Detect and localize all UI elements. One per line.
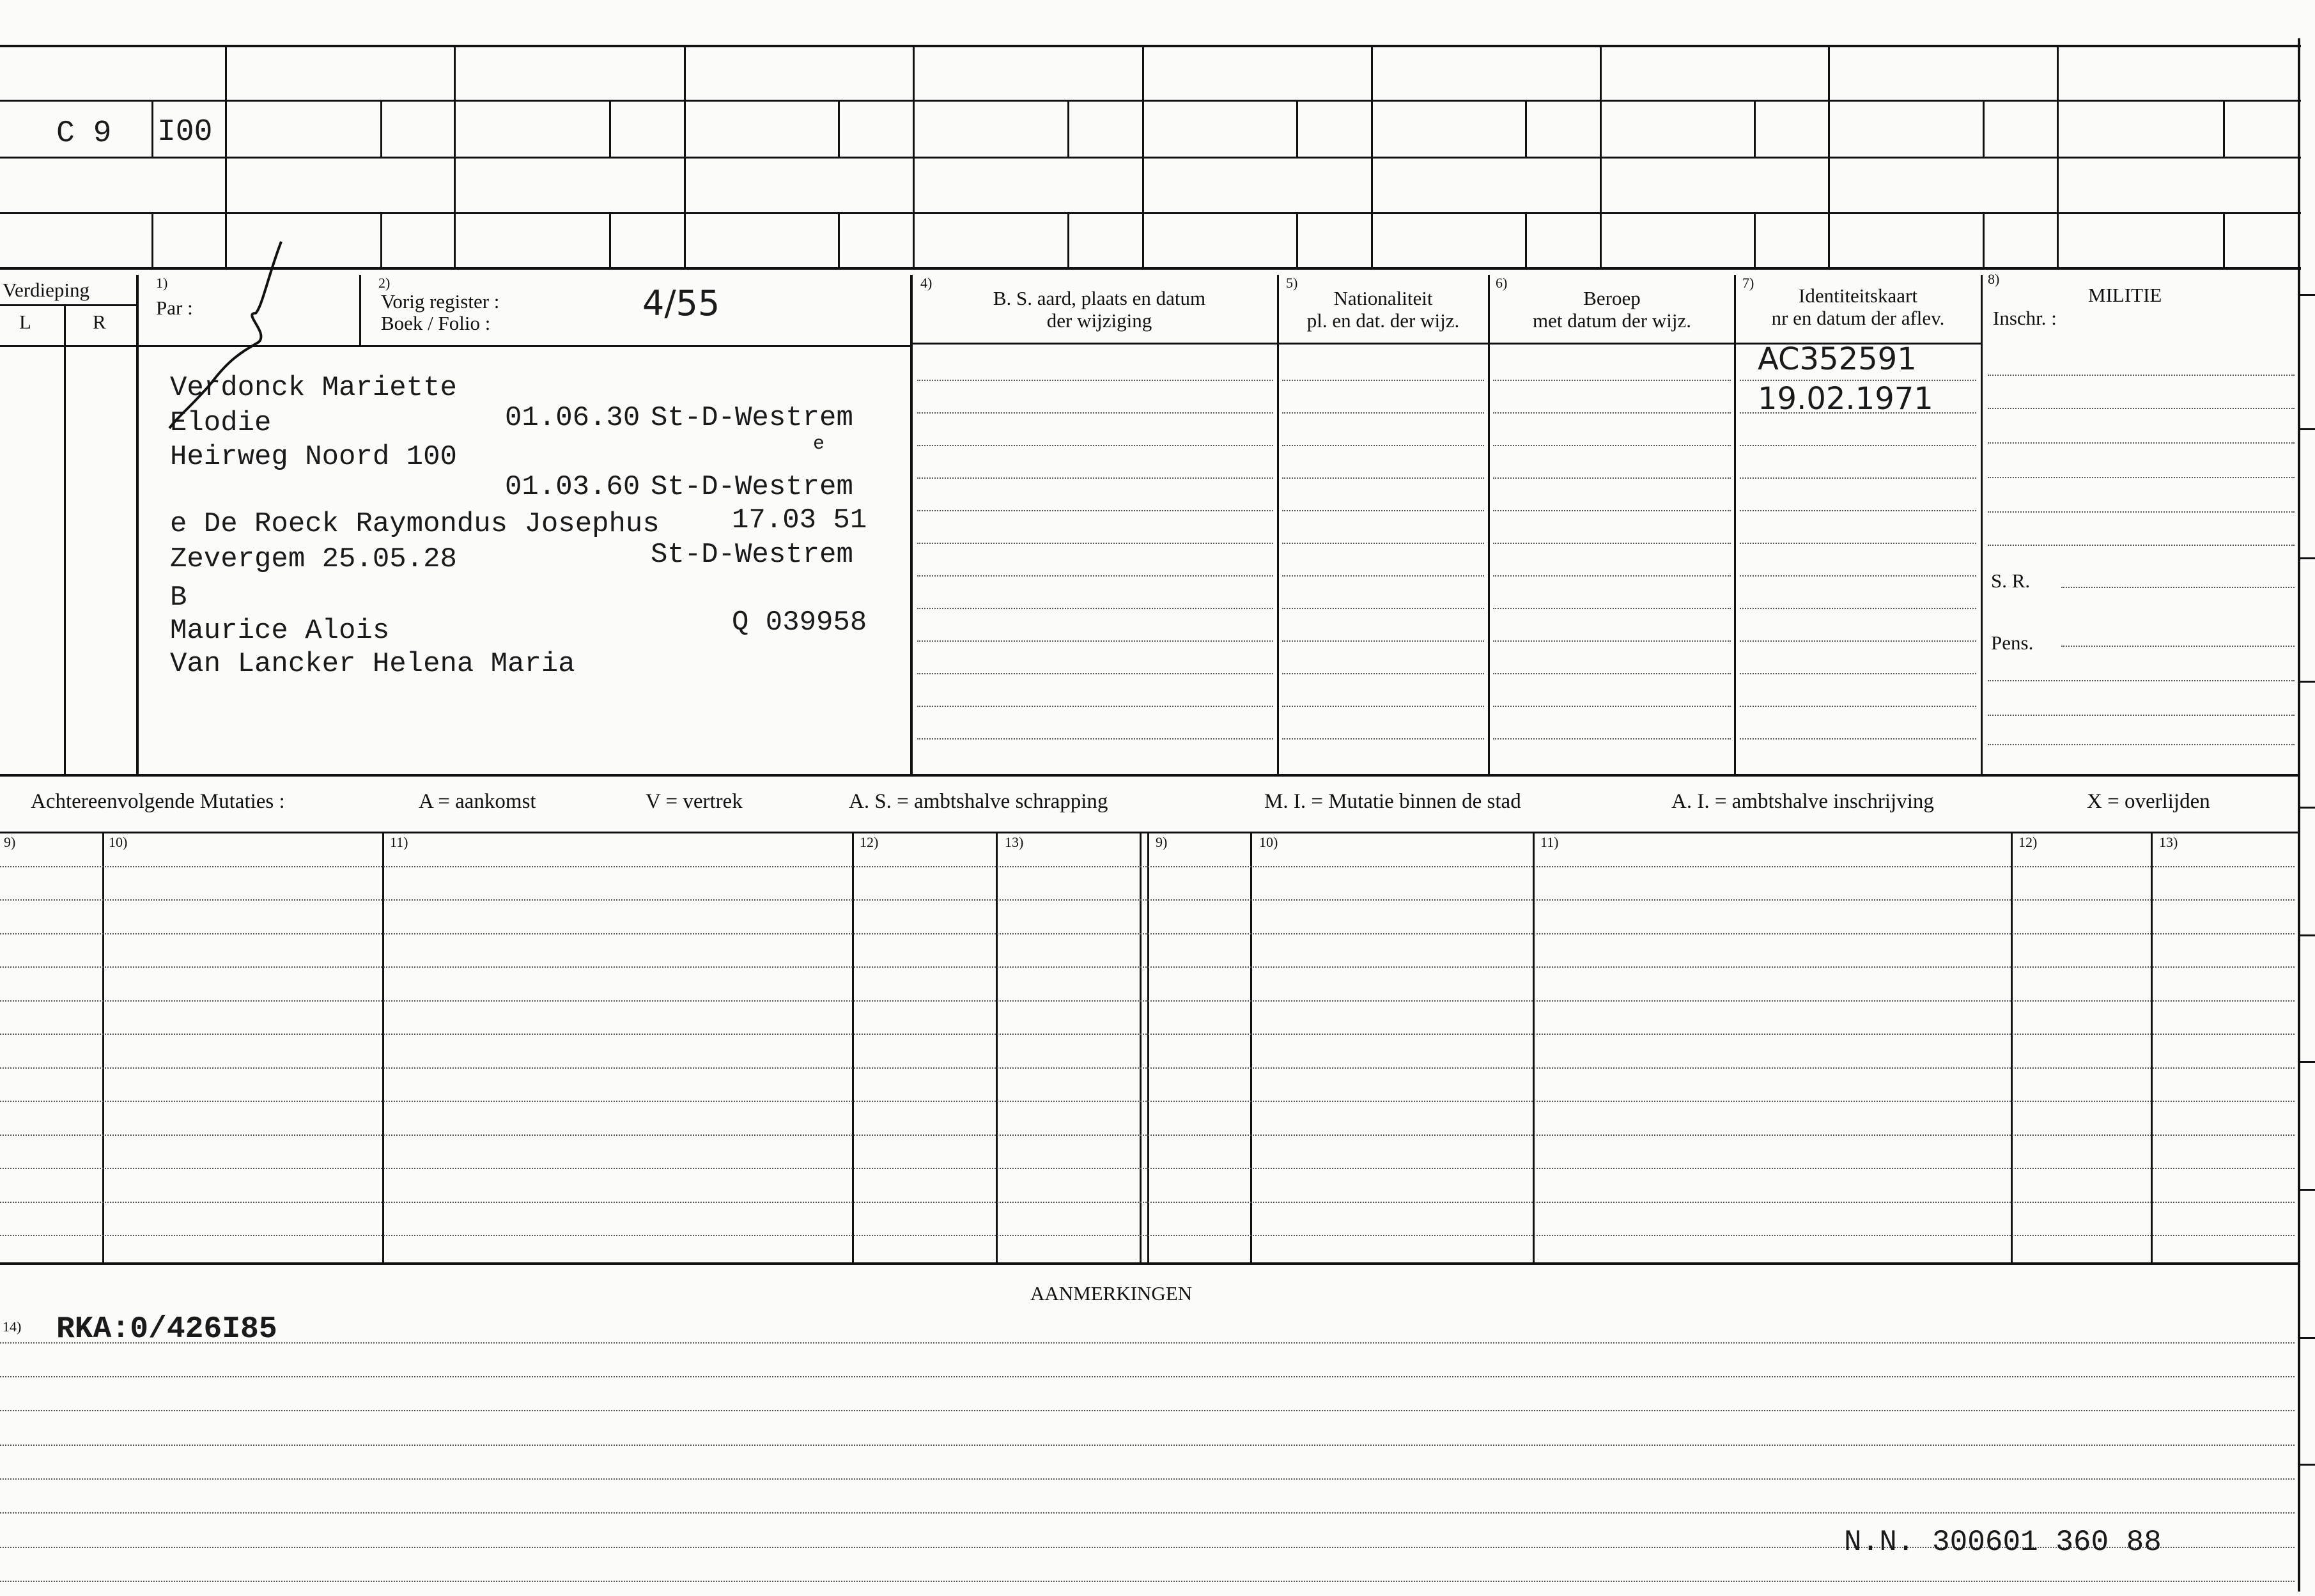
boek-folio-label: Boek / Folio : (381, 312, 491, 334)
mut-col-10: 10) (109, 834, 128, 850)
person-line: Elodie (170, 407, 272, 439)
mut-col-12: 12) (860, 834, 879, 850)
person-number: Q 039958 (732, 607, 867, 639)
col2-num: 2) (378, 275, 391, 291)
card-code: C 9 (56, 116, 112, 151)
birth-date: 01.06.30 (505, 402, 640, 434)
person-line: Maurice Alois (170, 615, 390, 647)
marriage-place: St-D-Westrem (651, 539, 853, 571)
registration-date: 01.03.60 (505, 471, 640, 503)
person-line: e De Roeck Raymondus Josephus (170, 508, 660, 540)
verdieping-l: L (19, 311, 31, 333)
legend-item: A. S. = ambtshalve schrapping (849, 790, 1108, 813)
person-line: Van Lancker Helena Maria (170, 648, 575, 680)
col5-num: 5) (1286, 275, 1298, 291)
col8-num: 8) (1988, 271, 2000, 287)
sr-label: S. R. (1991, 569, 2031, 592)
remarks-num: 14) (3, 1319, 22, 1335)
card-number: I00 (157, 115, 213, 150)
vorig-register-value: 4/55 (642, 283, 720, 323)
vorig-register-label: Vorig register : (381, 290, 500, 313)
identiteitskaart-label: Identiteitskaart (1799, 284, 1917, 307)
checkmark-mark (147, 236, 288, 439)
remarks-text: RKA:0/426I85 (56, 1312, 277, 1347)
legend-item: M. I. = Mutatie binnen de stad (1264, 790, 1521, 813)
person-line: Heirweg Noord 100 (170, 441, 457, 473)
identiteitskaart-sub: nr en datum der aflev. (1771, 307, 1945, 329)
person-line: B (170, 582, 187, 614)
mut-col-12b: 12) (2018, 834, 2038, 850)
pens-label: Pens. (1991, 631, 2034, 654)
mut-col-9b: 9) (1156, 834, 1168, 850)
mut-col-9: 9) (4, 834, 16, 850)
remarks-title: AANMERKINGEN (1030, 1282, 1193, 1305)
verdieping-label: Verdieping (3, 279, 90, 301)
militie-title: MILITIE (2088, 284, 2162, 306)
legend-item: A. I. = ambtshalve inschrijving (1671, 790, 1934, 813)
legend-item: A = aankomst (419, 790, 536, 813)
legend-title: Achtereenvolgende Mutaties : (31, 790, 285, 813)
legend-item: V = vertrek (646, 790, 743, 813)
col7-num: 7) (1742, 275, 1754, 291)
mut-col-11: 11) (390, 834, 408, 850)
birth-place: St-D-Westrem (651, 402, 853, 434)
nationaliteit-sub: pl. en dat. der wijz. (1306, 309, 1460, 332)
marriage-date: 17.03 51 (732, 504, 867, 536)
mut-col-13b: 13) (2159, 834, 2178, 850)
legend-item: X = overlijden (2087, 790, 2210, 813)
beroep-sub: met datum der wijz. (1533, 309, 1691, 332)
nationaliteit-label: Nationaliteit (1333, 287, 1433, 309)
verdieping-r: R (93, 311, 106, 333)
bs-label-line1: B. S. aard, plaats en datum (993, 287, 1206, 309)
bs-label-line2: der wijziging (1046, 309, 1152, 332)
mut-col-10b: 10) (1259, 834, 1278, 850)
registration-place: St-D-Westrem (651, 471, 853, 503)
inschr-label: Inschr. : (1993, 307, 2057, 329)
mut-col-11b: 11) (1540, 834, 1559, 850)
person-line: Zevergem 25.05.28 (170, 543, 457, 575)
identity-card-number: AC352591 (1758, 341, 1917, 377)
person-line: Verdonck Mariette (170, 372, 457, 404)
nn-number: N.N. 300601 360 88 (1844, 1526, 2162, 1559)
par-label: Par : (156, 297, 193, 319)
col6-num: 6) (1496, 275, 1508, 291)
identity-card-date: 19.02.1971 (1758, 381, 1933, 417)
col1-num: 1) (156, 275, 168, 291)
beroep-label: Beroep (1583, 287, 1641, 309)
reg-marker: e (813, 433, 825, 455)
mut-col-13: 13) (1005, 834, 1024, 850)
col4-num: 4) (920, 275, 933, 291)
